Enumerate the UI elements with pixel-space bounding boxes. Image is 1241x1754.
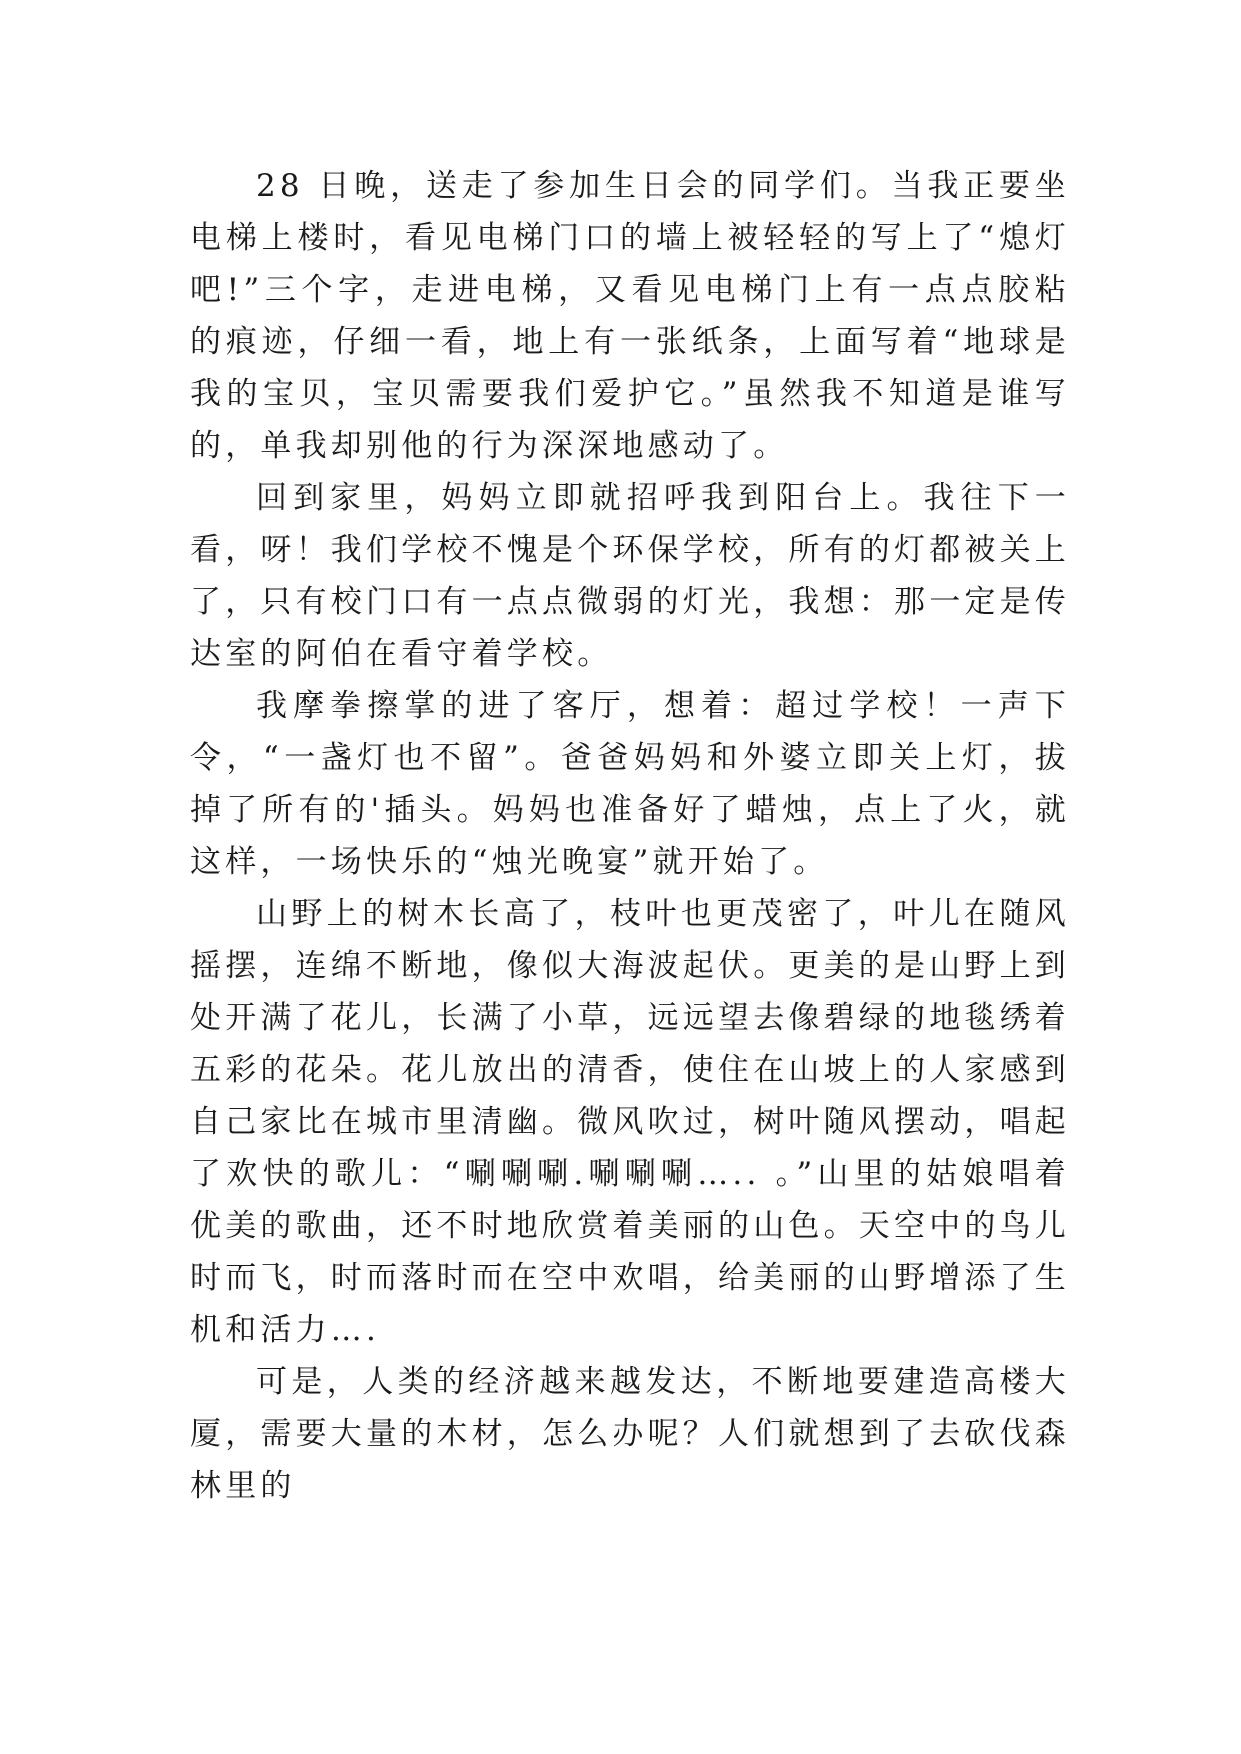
- paragraph-1: 28 日晚，送走了参加生日会的同学们。当我正要坐电梯上楼时，看见电梯门口的墙上被轻轻的写上了“熄灯吧!”三个字，走进电梯，又看见电梯门上有一点点胶粘的痕迹，仔细一看，地上有一张纸条，上面写着“地球是我的宝贝，宝贝需要我们爱护它。”虽然我不知道是谁写的，单我却别他的行为深深地感动了。: [190, 168, 1070, 464]
- paragraph-3: 我摩拳擦掌的进了客厅，想着：超过学校！一声下令，“一盏灯也不留”。爸爸妈妈和外婆立即关上灯，拔掉了所有的'插头。妈妈也准备好了蜡烛，点上了火，就这样，一场快乐的“烛光晚宴”就开始了。: [190, 688, 1070, 880]
- paragraph-5: 可是，人类的经济越来越发达，不断地要建造高楼大厦，需要大量的木材，怎么办呢？人们就想到了去砍伐森林里的: [190, 1364, 1070, 1504]
- paragraph-2: 回到家里，妈妈立即就招呼我到阳台上。我往下一看，呀！我们学校不愧是个环保学校，所有的灯都被关上了，只有校门口有一点点微弱的灯光，我想：那一定是传达室的阿伯在看守着学校。: [190, 480, 1070, 672]
- document-body: [190, 160, 1070, 1512]
- paragraph-4: 山野上的树木长高了，枝叶也更茂密了，叶儿在随风摇摆，连绵不断地，像似大海波起伏。更美的是山野上到处开满了花儿，长满了小草，远远望去像碧绿的地毯绣着五彩的花朵。花儿放出的清香，使住在山坡上的人家感到自己家比在城市里清幽。微风吹过，树叶随风摆动，唱起了欢快的歌儿：“唰唰唰.唰唰唰….. 。”山里的姑娘唱着优美的歌曲，还不时地欣赏着美丽的山色。天空中的鸟儿时而飞，时而落时而在空中欢唱，给美丽的山野增添了生机和活力….: [190, 896, 1070, 1348]
